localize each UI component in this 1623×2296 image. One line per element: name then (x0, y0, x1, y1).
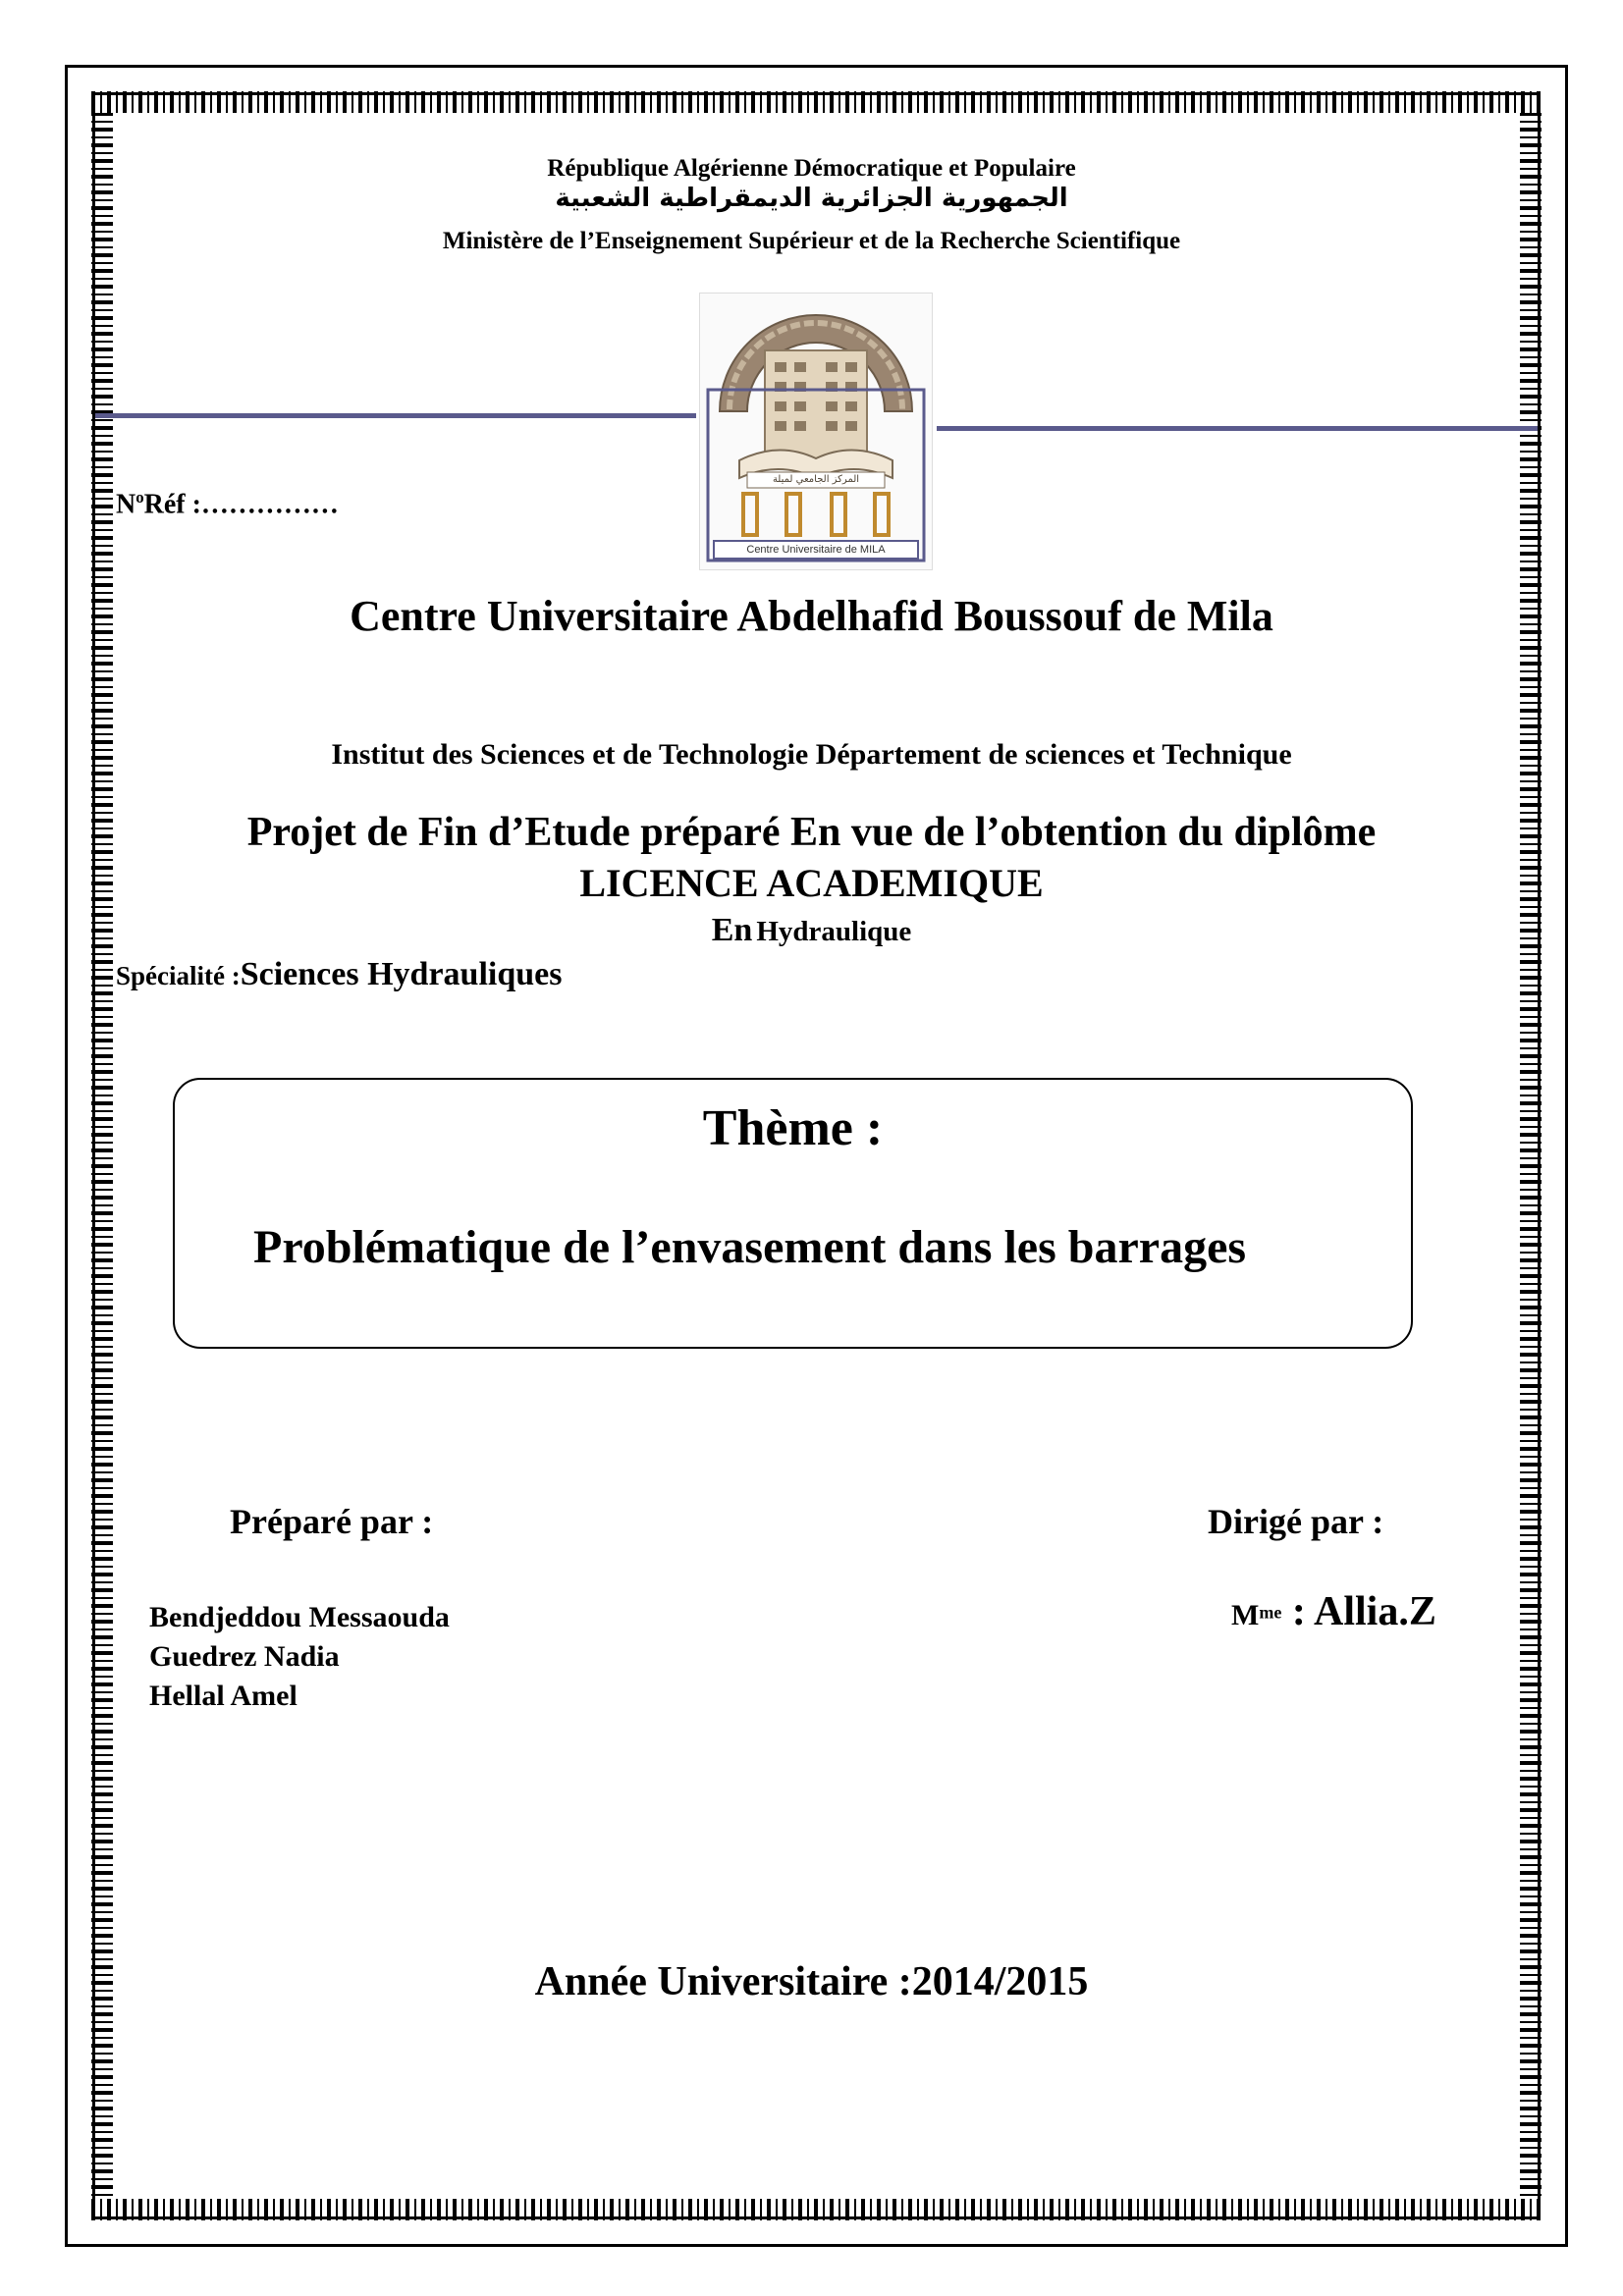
university-logo (699, 293, 933, 570)
theme-title: Problématique de l’envasement dans les barrages (253, 1221, 1247, 1273)
theme-box (173, 1078, 1413, 1349)
prepared-label: Préparé par : (230, 1502, 434, 1541)
student-name: Guedrez Nadia (149, 1640, 340, 1673)
institution-title: Centre Universitaire Abdelhafid Boussouf de Mila (350, 592, 1273, 640)
logo-arabic-text: المركز الجامعي لميلة (772, 474, 860, 485)
supervisor-name: : Allia.Z (1281, 1589, 1436, 1634)
field-line (0, 912, 1623, 949)
students-list (149, 1598, 450, 1716)
department-line: Institut des Sciences et de Technologie Département de sciences et Technique (331, 738, 1292, 771)
degree-line: LICENCE ACADEMIQUE (579, 861, 1044, 905)
logo-graphic (700, 294, 932, 569)
directed-label: Dirigé par : (1208, 1502, 1384, 1541)
header-rule-left (95, 413, 696, 418)
academic-year: Année Universitaire :2014/2015 (534, 1959, 1089, 2004)
supervisor-title-sup: me (1259, 1602, 1282, 1623)
specialty-value: Sciences Hydrauliques (240, 956, 563, 992)
reference-label: Réf :…………… (143, 489, 339, 520)
arabic-republic-line: ﺍﻟﺠﻤﻬﻮﺭﻳﺔ ﺍﻟﺠﺰﺍﺋﺮﻳﺔ ﺍﻟﺪﻳﻤﻘﺮﺍﻃﻴﺔ ﺍﻟﺸﻌﺒﻴﺔ (555, 184, 1068, 213)
supervisor (1231, 1588, 1436, 1635)
field-name: Hydraulique (756, 916, 912, 947)
logo-caption: Centre Universitaire de MILA (746, 544, 886, 556)
project-line: Projet de Fin d’Etude préparé En vue de l’obtention du diplôme (246, 810, 1377, 855)
ministry-line: Ministère de l’Enseignement Supérieur et de la Recherche Scientifique (442, 228, 1181, 254)
reference-superscript: o (135, 488, 144, 507)
theme-label: Thème : (702, 1100, 884, 1156)
student-name: Hellal Amel (149, 1680, 298, 1712)
field-en: En (711, 912, 753, 948)
specialty-label: Spécialité : (116, 961, 241, 990)
reference-number (116, 488, 339, 520)
header-rule-right (937, 426, 1538, 431)
student-name: Bendjeddou Messaouda (149, 1601, 450, 1633)
supervisor-title: M (1231, 1599, 1260, 1631)
specialty-line (116, 956, 562, 993)
reference-prefix: N (116, 489, 136, 520)
republic-line: République Algérienne Démocratique et Populaire (547, 155, 1076, 182)
